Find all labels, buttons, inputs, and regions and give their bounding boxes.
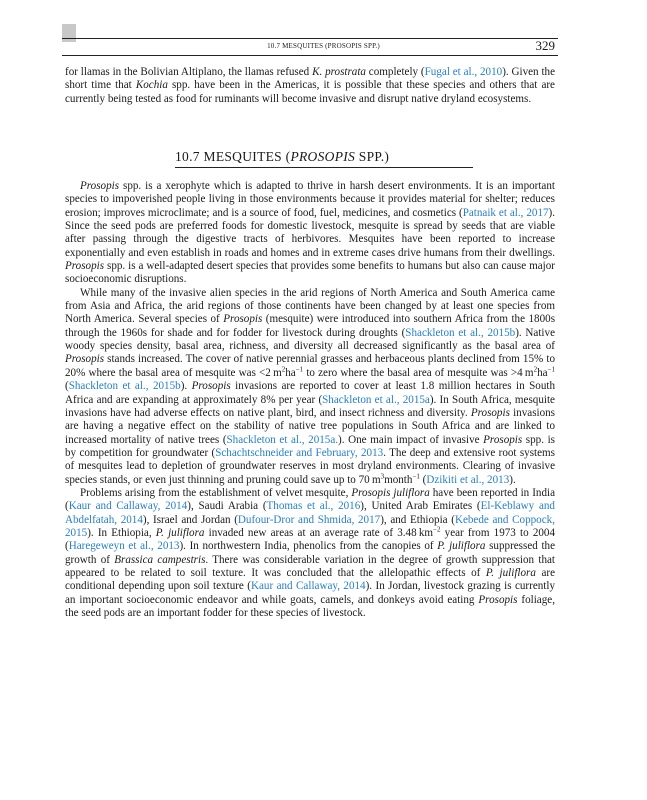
text-run: are conditional depending upon soil texture (	[65, 566, 556, 593]
section-body	[65, 180, 555, 620]
text-run: ), Israel and Jordan (	[142, 513, 238, 526]
citation-link[interactable]: Kaur and Callaway, 2014	[250, 580, 366, 593]
superscript: 3	[380, 471, 385, 480]
body-paragraph-3	[65, 487, 555, 620]
text-run: stands increased. The cover of native perennial grasses and herbaceous plants declined from 15% to 20% where the basal area of mesquite was <2 m	[65, 353, 555, 379]
page-number: 329	[535, 38, 555, 53]
intro-paragraph	[65, 66, 555, 106]
citation-link[interactable]: Shackleton et al., 2015b	[68, 380, 181, 393]
text-run: spp. is a xerophyte which is adapted to thrive in harsh desert environments. It is an important species to impoverished people living in those environments because it provides material for shelter; reduces erosion; improves microclimate; and is a source of food, fuel, medicines, and cosmetics (	[65, 180, 555, 219]
citation-link[interactable]: Shackleton et al., 2015a	[322, 393, 430, 406]
citation-link[interactable]: El-Keblawy and Abdelfatah, 2014	[65, 500, 555, 526]
text-run: (	[65, 380, 69, 393]
genus-name: Prosopis	[470, 406, 510, 419]
text-run: foliage, the seed pods are an important fodder for these species of livestock.	[65, 593, 555, 619]
section-title-part: MESQUITES (	[203, 149, 291, 164]
superscript: −1	[295, 365, 304, 374]
text-run: . There was considerable variation in the degree of growth suppression that appeared to be related to soil texture. It was concluded that the allelopathic effects of	[65, 553, 555, 579]
species-name: Prosopis juliflora	[351, 486, 430, 499]
genus-name: Prosopis	[65, 353, 105, 366]
superscript: −1	[412, 471, 420, 480]
text-run: invaded new areas at an average rate of 3.48 km	[204, 526, 434, 539]
text-run: month	[384, 473, 413, 486]
citation-link[interactable]: Shackleton et al., 2015a.	[226, 433, 339, 446]
genus-name: Prosopis	[483, 433, 523, 446]
genus-name: Prosopis	[191, 380, 231, 393]
text-run: ), United Arab Emirates (	[360, 500, 481, 513]
species-name: P. juliflora	[155, 526, 205, 539]
citation-link[interactable]: Dufour-Dror and Shmida, 2017	[237, 513, 381, 526]
genus-name: Prosopis	[223, 313, 263, 326]
text-run: (mesquite) were introduced into southern Africa from the 1800s through the 1960s for shade and for fodder for livestock during droughts (	[65, 313, 556, 339]
header-rule-top	[62, 38, 558, 39]
superscript: 2	[281, 365, 286, 374]
text-run: Problems arising from the establishment of velvet mesquite,	[80, 486, 352, 499]
text-run: ). In northwestern India, phenolics from the canopies of	[179, 540, 438, 553]
superscript: 2	[533, 365, 538, 374]
body-paragraph-2	[65, 287, 555, 487]
superscript: −1	[547, 365, 555, 374]
text-run: ), and Ethiopia (	[380, 513, 455, 526]
text-run: invasions are reported to cover at least 1.8 million hectares in South Africa and are expanding at approximately 8% per year (	[65, 380, 555, 406]
text-run: ). Given the short time that	[65, 66, 555, 92]
section-title-genus: PROSOPIS	[290, 149, 356, 164]
text-run: ). Since the seed pods are preferred foods for domestic livestock, mesquite is spread by seeds that are viable after passing through the digestive tracts of herbivores. Mesquites have been reported to increase exponentially and even establish in roads and homes and in extreme cases drive humans from their dwellings.	[65, 206, 556, 259]
text-run: suppressed the growth of	[65, 540, 556, 566]
text-run: While many of the invasive alien species in the arid regions of North America and South America came from Asia and Africa, the arid regions of those continents have been changed by at least one species from North America. Several species of	[65, 286, 555, 326]
species-name: P. juliflora	[437, 540, 486, 553]
section-heading	[175, 149, 475, 165]
text-run: ).	[509, 473, 516, 486]
citation-link[interactable]: Dzikiti et al., 2013	[426, 473, 510, 486]
citation-link[interactable]: Shackleton et al., 2015b	[405, 326, 516, 339]
text-run: ).	[180, 380, 192, 393]
text-run: have been reported in India (	[65, 486, 555, 513]
text-run: ). In Ethiopia,	[87, 526, 156, 539]
species-name: P. juliflora	[485, 566, 536, 579]
header-rule-bottom	[62, 55, 558, 56]
text-run: ). Native woody species density, basal area, richness, and diversity all decreased significantly as the basal area of	[65, 326, 555, 353]
genus-name: Prosopis	[478, 593, 518, 606]
text-run: ). In Jordan, livestock grazing is currently an important socioeconomic endeavor and while goats, camels, and donkeys avoid eating	[65, 580, 555, 606]
text-run: . The deep and extensive root systems of mesquites lead to depletion of groundwater reserves in most dryland environments. Clearing of invasive species stands, or even just thinning and pruning could save up to 70 m	[65, 446, 555, 486]
text-run: (	[419, 473, 427, 486]
section-title-part: SPP.)	[355, 149, 390, 164]
text-run: ha	[537, 366, 548, 379]
text-run: ), Saudi Arabia (	[187, 500, 267, 513]
citation-link[interactable]: Kaur and Callaway, 2014	[68, 500, 188, 513]
citation-link[interactable]: Patnaik et al., 2017	[462, 206, 549, 219]
text-run: ha	[285, 366, 296, 379]
running-header-title: 10.7 MESQUITES (PROSOPIS SPP.)	[267, 42, 380, 50]
intro-paragraph-block	[65, 66, 555, 106]
text-run: spp. have been in the Americas, it is possible that these species and others that are currently being tested as food for ruminants will become invasive and disrupt native dryland ecosystems.	[65, 79, 555, 105]
citation-link[interactable]: Thomas et al., 2016	[266, 500, 361, 513]
text-run: ). In South Africa, mesquite invasions have had adverse effects on native plant, bird, and insect richness and diversity.	[65, 393, 555, 419]
species-name: Kochia	[135, 79, 168, 92]
superscript: −2	[433, 525, 441, 534]
text-run: ). One main impact of invasive	[338, 433, 484, 446]
genus-name: Prosopis	[65, 260, 105, 273]
citation-link[interactable]: Schachtschneider and February, 2013	[215, 446, 384, 459]
text-run: for llamas in the Bolivian Altiplano, the llamas refused	[65, 66, 313, 78]
text-run: to zero where the basal area of mesquite was >4 m	[303, 366, 534, 379]
text-run: completely (	[365, 66, 425, 78]
text-run: spp. is a well-adapted desert species that provides some benefits to humans but also can cause major socioeconomic disruptions.	[65, 260, 555, 286]
section-number: 10.7	[175, 149, 200, 164]
text-run: year from 1973 to 2004 (	[65, 526, 556, 553]
citation-link[interactable]: Haregeweyn et al., 2013	[68, 540, 180, 553]
text-run: invasions are having a negative effect on the stability of native tree populations in South Africa and are linked to increased mortality of native trees (	[65, 406, 556, 446]
species-name: K. prostrata	[312, 66, 366, 78]
body-paragraph-1	[65, 180, 555, 287]
header-margin-mark	[62, 24, 76, 42]
citation-link[interactable]: Fugal et al., 2010	[424, 66, 503, 78]
citation-link[interactable]: Kebede and Coppock, 2015	[65, 513, 555, 539]
text-run: spp. is by competition for groundwater (	[65, 433, 555, 459]
genus-name: Prosopis	[80, 180, 120, 192]
species-name: Brassica campestris	[114, 553, 206, 566]
section-heading-rule	[175, 167, 473, 168]
